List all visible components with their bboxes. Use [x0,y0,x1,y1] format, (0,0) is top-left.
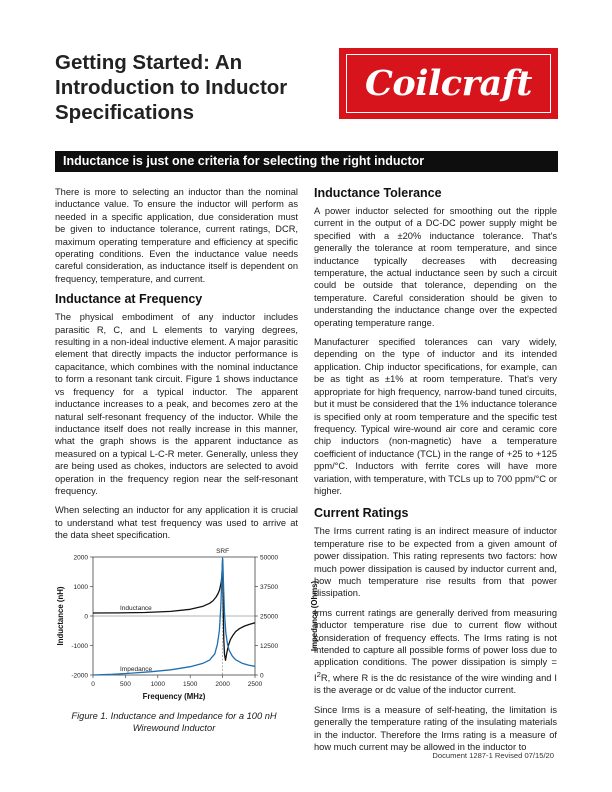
y2-axis-label: Impedance (Ohms) [310,580,319,652]
y-tick-label: 0 [84,613,88,621]
logo-text: Coilcraft [365,63,532,104]
current-paragraph-2-end: R, where R is the dc resistance of the wire winding and I is the average or dc value of the inductor current. [314,672,557,696]
srf-label: SRF [216,548,230,555]
heading-current-ratings: Current Ratings [314,506,409,521]
y-tick-label: -2000 [71,672,88,680]
current-paragraph-1: The Irms current rating is an indirect measure of inductor temperature rise to be expected from a given amount of power dissipation. This rating represents two factors: how much power dissipation is caused by inductor current and, how much temperature rise results from that power dissipation. [314,526,557,599]
tolerance-paragraph-2: Manufacturer specified tolerances can vary widely, depending on the type of inductor and its intended application. Chip inductor specifications, for example, can be as tight as ±1% at room temperature. That's very appropriate for high frequency, narrow-band tuned circuits, but it must be considered that the 1% inductance tolerance is specified only at room temperature and the specific test frequency. Typical wire-wound air core and ceramic core chip inductors (non-magnetic) have a temperature coefficient of inductance (TCL) in the range of +25 to +125 ppm/°C. Inductors with ferrite cores will have more variation, with temperature, with TCLs up to 700 ppm/°C or higher. [314,337,557,496]
right-column [314,186,557,760]
current-paragraph-2-start: Irms current ratings are generally derived from measuring inductor temperature rise due to current flow without consideration of frequency effects. The Irms rating is not intended to capture all possible forms of power loss due to application conditions. The power dissipation is simply = I [314,607,557,683]
impedance-annotation: Impedance [120,666,153,673]
x-axis-label: Frequency (MHz) [142,692,206,701]
x-tick-label: 2500 [247,681,263,688]
tolerance-paragraph-1: A power inductor selected for smoothing out the ripple current in the output of a DC-DC power supply might be specified with a ±20% inductance tolerance. That's generally the tolerance at room temperature, and since inductance typically decreases with decreasing temperature, the actual inductance seen by such a circuit could be outside that tolerance, depending on the temperature. Careful consideration should be given to understanding the inductance change over the expected operating temperature range. [314,206,557,328]
y-tick-label: 1000 [73,584,88,591]
y-axis-label: Inductance (nH) [56,586,65,646]
chart-svg [55,537,325,737]
logo-frame [346,54,551,113]
power-superscript: 2 [316,669,321,679]
y2-tick-label: 37500 [260,584,279,591]
x-tick-label: 1500 [182,681,198,688]
y2-tick-label: 25000 [260,613,279,621]
figure-caption: Figure 1. Inductance and Impedance for a 100 nH Wirewound Inductor [71,711,277,733]
x-tick-label: 2000 [215,681,230,688]
x-tick-label: 1000 [150,681,166,688]
heading-inductance-tolerance: Inductance Tolerance [314,186,442,200]
page-title: Getting Started: An Introduction to Inductor Specifications [55,51,288,124]
inductance-annotation: Inductance [120,605,152,612]
series-line-inductance [93,560,255,660]
document-number: Document 1287-1 Revised 07/15/20 [432,751,554,760]
heading-inductance-at-frequency: Inductance at Frequency [55,292,203,307]
figure-1-chart [55,537,325,737]
current-paragraph-2 [314,607,557,697]
series-line-impedance [93,558,255,675]
current-paragraph-3: Since Irms is a measure of self-heating, the limitation is generally the temperature rating of the insulating materials in the inductor. Therefore the Irms rating is a measure of how much current may be allowed in the inductor to [314,704,557,752]
coilcraft-logo [339,48,558,119]
intro-paragraph: There is more to selecting an inductor than the nominal inductance value. To ensure the inductor will perform as needed in a specific application, due consideration must be given to inductance tolerance, current ratings, DCR, maximum operating temperature and efficiency at specific operating conditions. Even the inductance value needs careful consideration, as inductance itself is dependent on frequency, temperature, and current. [55,187,298,284]
y-tick-label: 2000 [73,554,88,562]
left-column [55,186,298,549]
x-tick-label: 500 [119,681,131,688]
frequency-paragraph-2: When selecting an inductor for any application it is crucial to understand what test frequency was used to arrive at the data sheet specification. [55,505,298,541]
x-tick-label: 0 [91,681,95,688]
frequency-paragraph-1: The physical embodiment of any inductor includes parasitic R, C, and L elements to varying degrees, resulting in a non-ideal inductive element. A major parasitic element that directly impacts the inductor performance is capacitance, which combines with the nominal inductance to form a resonant tank circuit. Figure 1 shows inductance vs frequency for a typical inductor. The apparent inductance increases to a peak, and becomes zero at the natural self-resonant frequency of the inductor. While the inductance itself does not really increase in this manner, what the graph shows is the apparent inductance as measured on a typical L-C-R meter. Generally, unless they are being used as chokes, inductors are selected to avoid operation in the frequency region near the self-resonant frequency. [55,312,298,496]
y2-tick-label: 50000 [260,554,279,562]
y2-tick-label: 0 [260,672,264,680]
y2-tick-label: 12500 [260,643,279,650]
y-tick-label: -1000 [71,643,88,650]
section-banner: Inductance is just one criteria for selecting the right inductor [55,151,558,172]
